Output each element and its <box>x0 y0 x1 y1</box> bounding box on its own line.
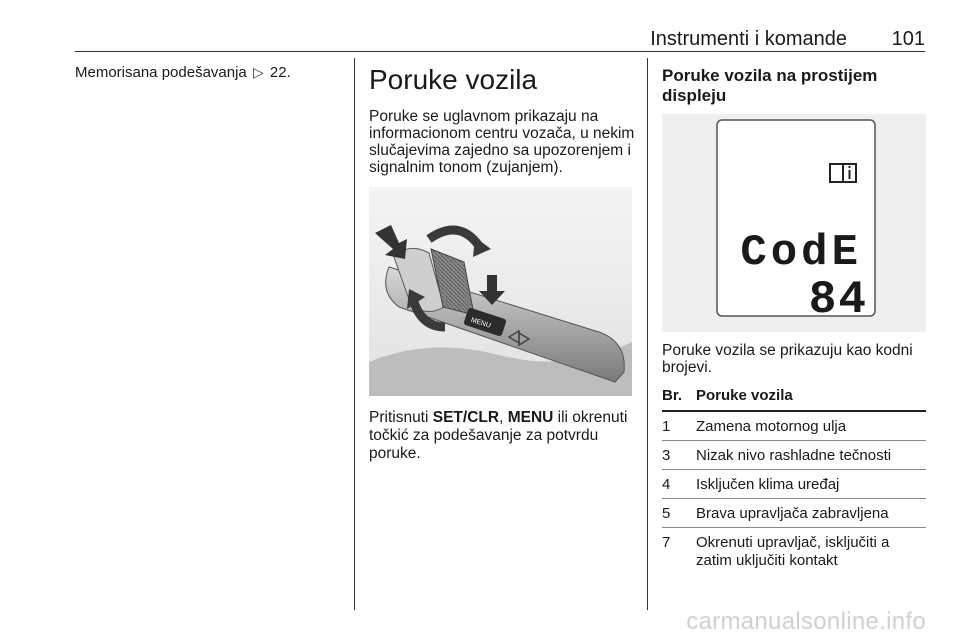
header-rule <box>75 51 925 52</box>
display-caption: Poruke vozila se prikazuju kao kodni brojevi. <box>662 342 913 376</box>
table-header-row <box>662 387 926 411</box>
memory-settings-ref-link[interactable]: 22. <box>269 64 291 81</box>
display-code-number: 84 <box>808 274 868 326</box>
simple-display-illustration <box>662 114 926 332</box>
column-left <box>75 63 345 82</box>
set-clr-label: SET/CLR <box>432 409 500 426</box>
page-ref-arrow-icon: ▷ <box>252 64 264 80</box>
memory-settings-text: Memorisana podešavanja <box>75 64 247 81</box>
display-code-text: CodE <box>740 228 862 278</box>
vehicle-messages-table <box>662 387 926 574</box>
row-number: 7 <box>662 534 671 551</box>
row-message: Zamena motornog ulja <box>696 411 926 441</box>
menu-button-label: MENU <box>469 316 492 330</box>
column-header-no: Br. <box>662 387 696 411</box>
watermark: carmanualsonline.info <box>686 608 926 635</box>
row-number: 4 <box>662 470 696 499</box>
row-message: Nizak nivo rashladne tečnosti <box>696 441 926 470</box>
row-message: Okrenuti upravljač, isključiti a zatim uključiti kontakt <box>696 534 890 569</box>
intro-paragraph: Poruke se uglavnom prikazaju na informacionom centru vozača, u nekim slučajevima zajedno sa upozorenjem i signalnim tonom (zujanjem). <box>369 108 635 176</box>
row-number: 1 <box>662 411 696 441</box>
stalk-lever-illustration <box>369 187 632 396</box>
table-row <box>662 411 926 441</box>
page-header <box>75 28 925 52</box>
menu-label: MENU <box>507 409 554 426</box>
table-row <box>662 499 926 528</box>
header-title: Instrumenti i komande <box>650 28 847 50</box>
column-divider <box>647 58 648 610</box>
column-header-message: Poruke vozila <box>696 387 926 411</box>
row-number: 3 <box>662 441 696 470</box>
table-row <box>662 441 926 470</box>
column-middle <box>369 63 635 463</box>
column-right <box>662 66 926 574</box>
row-number: 5 <box>662 499 696 528</box>
row-message: Isključen klima uređaj <box>696 470 926 499</box>
column-divider <box>354 58 355 610</box>
section-heading: Poruke vozila <box>369 64 538 95</box>
row-message: Brava upravljača zabravljena <box>696 499 926 528</box>
instruction-paragraph: Pritisnuti SET/CLR, MENU ili okrenuti točkić za podešavanje za potvrdu poruke. <box>369 409 628 462</box>
subsection-heading: Poruke vozila na prostijem displeju <box>662 66 878 105</box>
table-row <box>662 470 926 499</box>
table-row <box>662 528 926 575</box>
page-number: 101 <box>891 28 925 50</box>
